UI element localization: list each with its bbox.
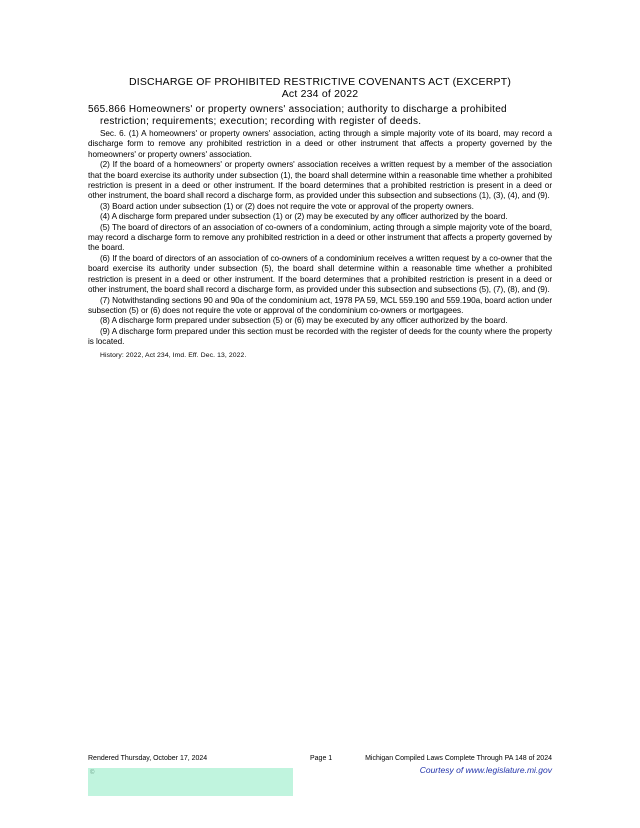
paragraph-2: (2) If the board of a homeowners' or property owners' association receives a written request by a member of the association that the board exercise its authority under subsection (1), the board shall determine within a reasonable time whether a prohibited restriction is present in a deed or other instrument. If the board determines that a prohibited restriction is present in a deed or other instrument, the board shall record a discharge form, as provided under this subsection and subsections (1), (3), (4), and (9).	[88, 160, 552, 201]
paragraph-sec-6-1: Sec. 6. (1) A homeowners' or property owners' association, acting through a simple majority vote of its board, may record a discharge form to remove any prohibited restriction in a deed or other instrument that affects a property governed by the homeowners' or property owners' association.	[88, 129, 552, 159]
paragraph-8: (8) A discharge form prepared under subsection (5) or (6) may be executed by any officer authorized by the board.	[100, 316, 508, 326]
act-number: Act 234 of 2022	[281, 88, 359, 100]
paragraph-7: (7) Notwithstanding sections 90 and 90a of the condominium act, 1978 PA 59, MCL 559.190 and 559.190a, board action under subsection (5) or (6) does not require the vote or approval of the condominium co-owners or mortgagees.	[88, 295, 552, 315]
rendered-date: Rendered Thursday, October 17, 2024	[88, 755, 208, 762]
copyright-mark: ©	[90, 770, 95, 776]
section-content	[88, 104, 552, 360]
paragraph-3: (3) Board action under subsection (1) or (2) does not require the vote or approval of the property owners.	[100, 201, 474, 211]
paragraph-5: (5) The board of directors of an association of co-owners of a condominium, acting through a simple majority vote of the board, may record a discharge form to remove any prohibited restriction in a deed or other instrument that affects a property governed by the board.	[88, 222, 552, 253]
history-note: History: 2022, Act 234, Imd. Eff. Dec. 13, 2022.	[100, 351, 247, 359]
document-header	[0, 76, 640, 100]
document-title: DISCHARGE OF PROHIBITED RESTRICTIVE COVENANTS ACT (EXCERPT)	[128, 76, 512, 88]
page-number: Page 1	[310, 755, 333, 762]
section-heading: 565.866 Homeowners' or property owners' association; authority to discharge a prohibited restriction; requirements; execution; recording with register of deeds.	[88, 104, 507, 127]
compiled-through: Michigan Compiled Laws Complete Through PA 148 of 2024	[365, 755, 552, 762]
paragraph-9: (9) A discharge form prepared under this section must be recorded with the register of deeds for the county where the property is located.	[88, 326, 552, 347]
courtesy-link[interactable]: Courtesy of www.legislature.mi.gov	[419, 765, 552, 775]
paragraph-6: (6) If the board of directors of an association of co-owners of a condominium receives a written request by a co-owner that the board exercise its authority under subsection (5), the board shall determine within a reasonable time whether a prohibited restriction is present in a deed or other instrument. If the board determines that a prohibited restriction is present in a deed or other instrument, the board shall record a discharge form, as provided under this subsection and subsections (5), (7), (8), and (9).	[88, 253, 552, 295]
footer-green-box	[88, 768, 293, 796]
paragraph-4: (4) A discharge form prepared under subsection (1) or (2) may be executed by any officer authorized by the board.	[100, 212, 508, 222]
